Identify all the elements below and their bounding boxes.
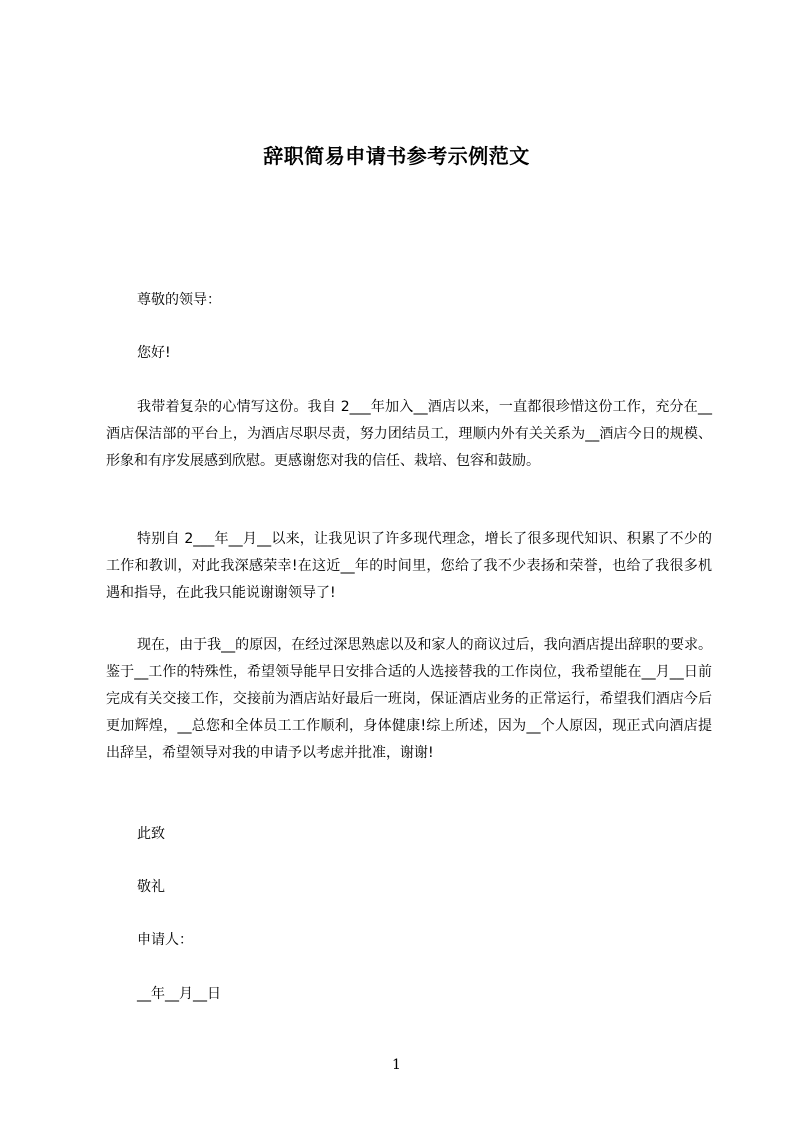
closing-jing-li: 敬礼 <box>137 879 165 895</box>
body-paragraph-1: 我带着复杂的心情写这份。我自 2___年加入__酒店以来，一直都很珍惜这份工作，充分在__酒店保洁部的平台上，为酒店尽职尽责，努力团结员工，理顺内外有关关系为__酒店今日的规模、形象和有序发展感到欣慰。更感谢您对我的信任、栽培、包容和鼓励。 <box>106 399 712 469</box>
salutation: 尊敬的领导： <box>137 292 221 308</box>
body-paragraph-2: 特别自 2___年__月__以来，让我见识了许多现代理念，增长了很多现代知识、积累了不少的工作和教训，对此我深感荣幸!在这近__年的时间里，您给了我不少表扬和荣誉，也给了我很多机遇和指导，在此我只能说谢谢领导了! <box>106 531 712 601</box>
closing-ci-zhi: 此致 <box>137 826 165 842</box>
greeting: 您好! <box>137 345 171 361</box>
page-title: 辞职简易申请书参考示例范文 <box>263 144 530 168</box>
body-paragraph-3: 现在，由于我__的原因，在经过深思熟虑以及和家人的商议过后，我向酒店提出辞职的要求。鉴于__工作的特殊性，希望领导能早日安排合适的人选接替我的工作岗位，我希望能在__月__日前完成有关交接工作，交接前为酒店站好最后一班岗，保证酒店业务的正常运行，希望我们酒店今后更加辉煌，__总您和全体员工工作顺利，身体健康!综上所述，因为__个人原因，现正式向酒店提出辞呈，希望领导对我的申请予以考虑并批准，谢谢! <box>106 637 712 761</box>
page-number: 1 <box>392 1057 401 1073</box>
date-line: __年__月__日 <box>137 986 221 1002</box>
applicant-label: 申请人： <box>137 932 193 948</box>
